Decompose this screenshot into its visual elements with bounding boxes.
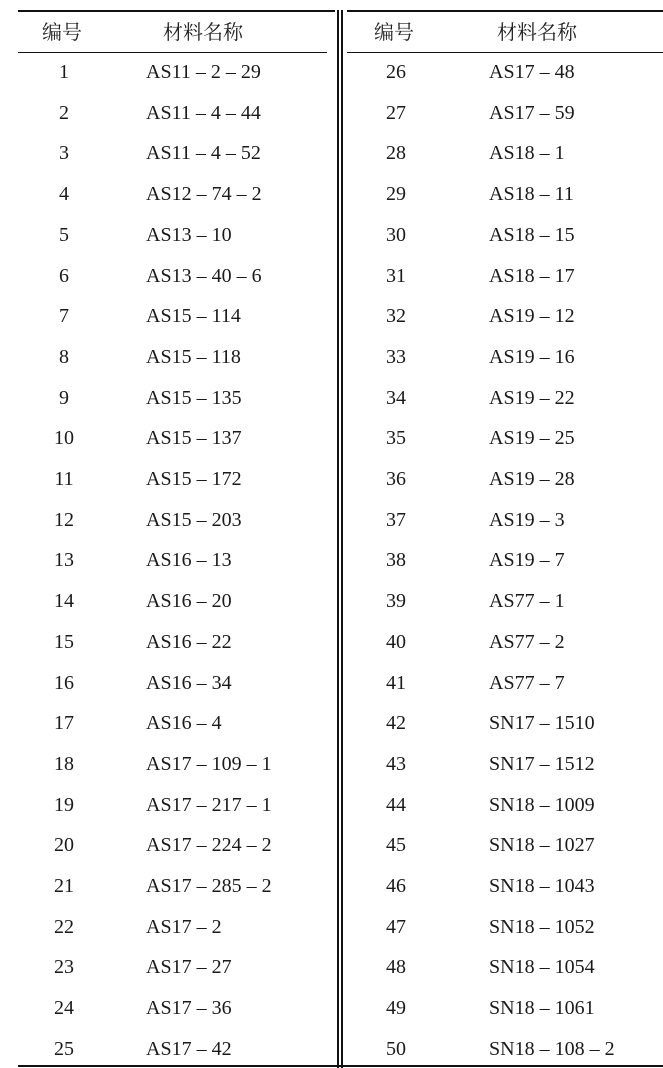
row-material-name: AS16 – 34 (146, 671, 232, 694)
row-id: 36 (386, 468, 406, 490)
row-id: 2 (59, 101, 69, 124)
row-id: 41 (386, 671, 406, 694)
row-id: 27 (386, 101, 406, 124)
row-id: 32 (386, 305, 406, 328)
row-material-name: AS13 – 40 – 6 (146, 264, 262, 287)
row-id: 3 (59, 142, 69, 165)
row-id: 8 (59, 345, 69, 368)
row-material-name: AS11 – 4 – 44 (146, 101, 261, 124)
row-material-name: AS16 – 20 (146, 590, 232, 613)
row-id: 49 (386, 997, 406, 1020)
row-material-name: AS17 – 217 – 1 (146, 793, 272, 816)
row-id: 1 (59, 61, 69, 83)
row-id: 45 (386, 834, 406, 857)
row-id: 9 (59, 386, 69, 409)
row-material-name: SN18 – 1043 (489, 875, 595, 897)
row-id: 42 (386, 712, 406, 735)
row-id: 13 (54, 549, 74, 572)
row-id: 46 (386, 875, 406, 897)
row-material-name: AS17 – 48 (489, 61, 575, 83)
header-name-right: 材料名称 (497, 20, 577, 44)
row-id: 19 (54, 793, 74, 816)
row-material-name: AS77 – 7 (489, 671, 565, 694)
row-material-name: AS19 – 22 (489, 386, 575, 409)
row-id: 38 (386, 549, 406, 572)
top-rule (18, 10, 335, 12)
row-material-name: SN18 – 1052 (489, 915, 595, 938)
row-id: 15 (54, 630, 74, 653)
row-material-name: AS19 – 12 (489, 305, 575, 328)
row-material-name: AS17 – 42 (146, 1037, 232, 1060)
row-id: 11 (54, 468, 74, 490)
row-material-name: AS17 – 27 (146, 956, 232, 979)
row-id: 14 (54, 590, 74, 613)
header-name-left: 材料名称 (163, 20, 243, 44)
row-material-name: AS77 – 2 (489, 630, 565, 653)
row-id: 4 (59, 183, 69, 206)
header-rule-right (347, 52, 663, 53)
row-id: 29 (386, 183, 406, 206)
row-material-name: AS77 – 1 (489, 590, 565, 613)
row-id: 16 (54, 671, 74, 694)
row-material-name: AS18 – 11 (489, 183, 574, 206)
row-id: 7 (59, 305, 69, 328)
row-material-name: SN17 – 1510 (489, 712, 595, 735)
row-id: 28 (386, 142, 406, 165)
row-material-name: AS17 – 2 (146, 915, 222, 938)
row-material-name: AS17 – 109 – 1 (146, 752, 272, 775)
row-id: 26 (386, 61, 406, 83)
row-id: 35 (386, 427, 406, 450)
row-material-name: AS19 – 3 (489, 508, 565, 531)
row-id: 44 (386, 793, 406, 816)
row-material-name: AS15 – 172 (146, 468, 242, 490)
row-material-name: AS11 – 4 – 52 (146, 142, 261, 165)
row-material-name: AS19 – 7 (489, 549, 565, 572)
row-id: 25 (54, 1037, 74, 1060)
row-id: 43 (386, 752, 406, 775)
row-material-name: AS12 – 74 – 2 (146, 183, 262, 206)
row-material-name: AS13 – 10 (146, 223, 232, 246)
row-material-name: SN18 – 1009 (489, 793, 595, 816)
row-id: 6 (59, 264, 69, 287)
row-material-name: AS17 – 59 (489, 101, 575, 124)
top-rule-right (347, 10, 663, 12)
row-material-name: AS11 – 2 – 29 (146, 61, 261, 83)
header-id-right: 编号 (374, 20, 414, 44)
header-id-left: 编号 (42, 20, 82, 44)
row-material-name: SN18 – 1027 (489, 834, 595, 857)
row-id: 39 (386, 590, 406, 613)
row-id: 12 (54, 508, 74, 531)
row-id: 31 (386, 264, 406, 287)
row-id: 40 (386, 630, 406, 653)
row-id: 47 (386, 915, 406, 938)
row-material-name: AS17 – 224 – 2 (146, 834, 272, 857)
row-id: 21 (54, 875, 74, 897)
row-material-name: AS15 – 135 (146, 386, 242, 409)
row-id: 17 (54, 712, 74, 735)
row-material-name: SN17 – 1512 (489, 752, 595, 775)
row-material-name: AS16 – 22 (146, 630, 232, 653)
row-id: 30 (386, 223, 406, 246)
row-material-name: AS18 – 15 (489, 223, 575, 246)
row-material-name: AS16 – 13 (146, 549, 232, 572)
row-id: 34 (386, 386, 406, 409)
row-id: 18 (54, 752, 74, 775)
row-material-name: AS19 – 28 (489, 468, 575, 490)
row-material-name: AS17 – 285 – 2 (146, 875, 272, 897)
row-material-name: AS19 – 25 (489, 427, 575, 450)
row-id: 22 (54, 915, 74, 938)
header-rule-left (18, 52, 327, 53)
row-id: 48 (386, 956, 406, 979)
row-material-name: AS16 – 4 (146, 712, 222, 735)
row-material-name: SN18 – 1054 (489, 956, 595, 979)
row-id: 23 (54, 956, 74, 979)
row-material-name: AS15 – 114 (146, 305, 241, 328)
row-id: 50 (386, 1037, 406, 1060)
row-id: 10 (54, 427, 74, 450)
row-material-name: SN18 – 108 – 2 (489, 1037, 615, 1060)
row-material-name: AS18 – 1 (489, 142, 565, 165)
row-id: 33 (386, 345, 406, 368)
row-id: 20 (54, 834, 74, 857)
row-material-name: AS18 – 17 (489, 264, 575, 287)
divider-line-2 (341, 10, 343, 1068)
row-material-name: AS15 – 137 (146, 427, 242, 450)
row-id: 24 (54, 997, 74, 1020)
row-material-name: SN18 – 1061 (489, 997, 595, 1020)
row-material-name: AS15 – 203 (146, 508, 242, 531)
divider-line-1 (337, 10, 339, 1068)
row-material-name: AS19 – 16 (489, 345, 575, 368)
row-id: 37 (386, 508, 406, 531)
row-material-name: AS17 – 36 (146, 997, 232, 1020)
row-id: 5 (59, 223, 69, 246)
row-material-name: AS15 – 118 (146, 345, 241, 368)
